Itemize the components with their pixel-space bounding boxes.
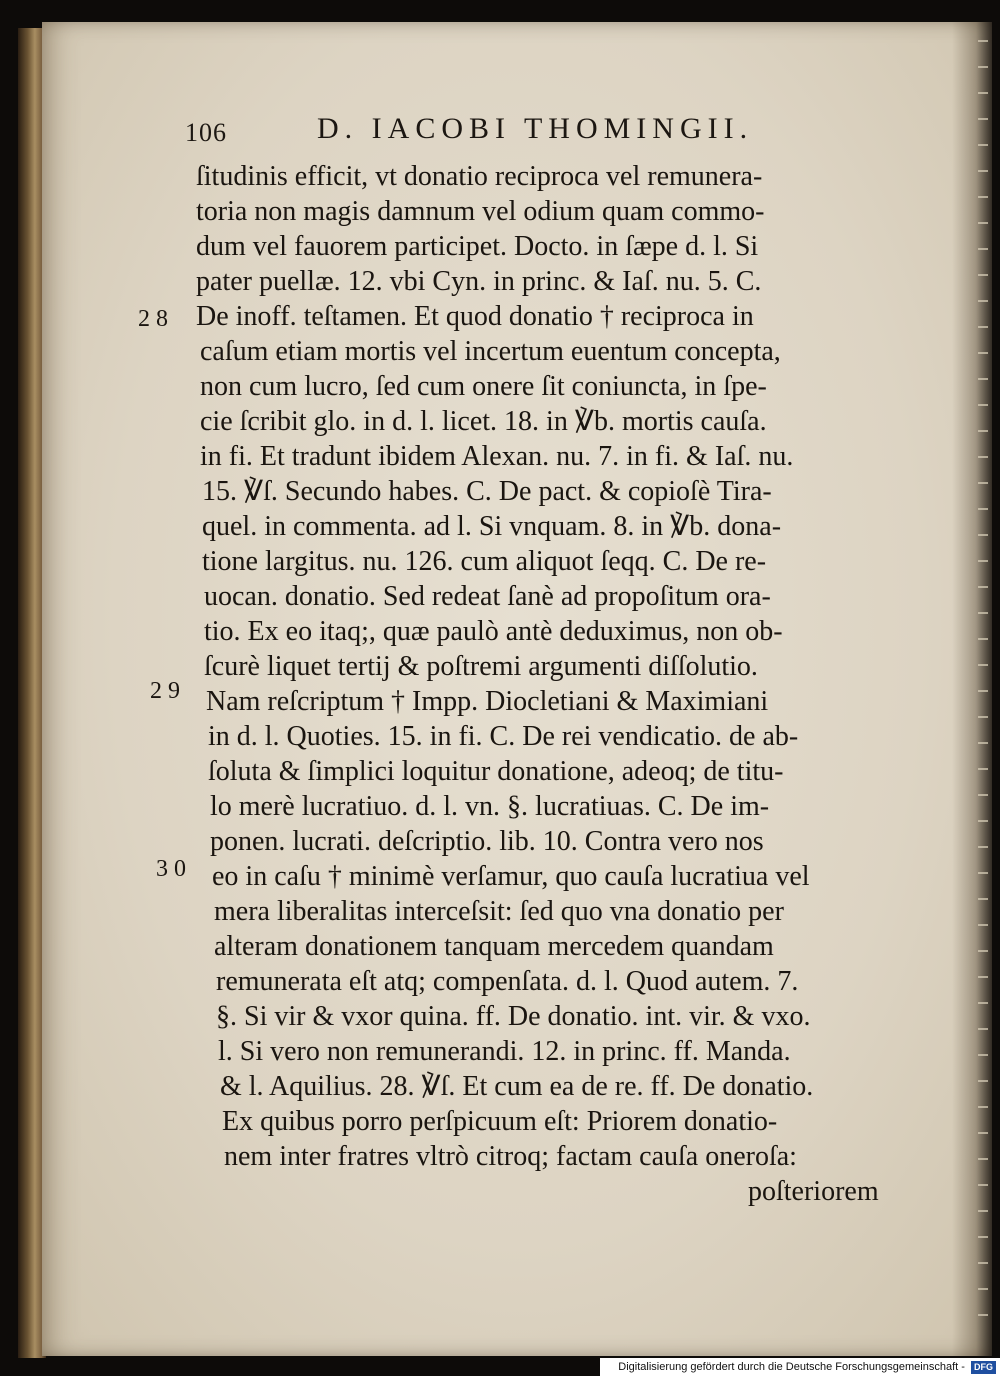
dfg-logo: DFG [971, 1361, 996, 1374]
text-line: 15. ℣ſ. Secundo habes. C. De pact. & copioſè Tira- [202, 476, 772, 507]
text-line: uocan. donatio. Sed redeat ſanè ad propoſitum ora- [204, 581, 771, 612]
text-line: & l. Aquilius. 28. ℣ſ. Et cum ea de re. ff. De donatio. [220, 1071, 814, 1102]
text-line: tio. Ex eo itaq;, quæ paulò antè deduximus, non ob- [204, 616, 783, 647]
text-line: ſoluta & ſimplici loquitur donatione, adeoq; de titu- [208, 756, 784, 787]
text-line: non cum lucro, ſed cum onere ſit coniuncta, in ſpe- [200, 371, 767, 402]
margin-note-29: 29 [150, 678, 186, 704]
text-line: Nam reſcriptum † Impp. Diocletiani & Maximiani [206, 686, 769, 717]
digitization-credit [600, 1358, 1000, 1376]
page-edge-marks [978, 40, 988, 1340]
text-line: ſitudinis efficit, vt donatio reciproca vel remunera- [196, 161, 763, 192]
text-line: eo in caſu † minimè verſamur, quo cauſa lucratiua vel [212, 861, 810, 892]
catchword: poſteriorem [748, 1176, 879, 1207]
text-line: quel. in commenta. ad l. Si vnquam. 8. in ℣b. dona- [202, 511, 782, 542]
text-line: dum vel fauorem participet. Docto. in ſæpe d. l. Si [196, 231, 759, 262]
text-line: pater puellæ. 12. vbi Cyn. in princ. & Iaſ. nu. 5. C. [196, 266, 762, 297]
text-line: lo merè lucratiuo. d. l. vn. §. lucratiuas. C. De im- [210, 791, 770, 822]
text-line: ponen. lucrati. deſcriptio. lib. 10. Contra vero nos [210, 826, 764, 857]
text-line: in fi. Et tradunt ibidem Alexan. nu. 7. in fi. & Iaſ. nu. [200, 441, 794, 472]
text-line: mera liberalitas interceſsit: ſed quo vna donatio per [214, 896, 784, 927]
text-line: in d. l. Quoties. 15. in fi. C. De rei vendicatio. de ab- [208, 721, 799, 752]
text-line: toria non magis damnum vel odium quam commo- [196, 196, 765, 227]
text-line: ſcurè liquet tertij & poſtremi argumenti diſſolutio. [204, 651, 758, 682]
text-line: §. Si vir & vxor quina. ff. De donatio. int. vir. & vxo. [216, 1001, 811, 1032]
margin-note-28: 28 [138, 306, 174, 332]
text-line: tione largitus. nu. 126. cum aliquot ſeqq. C. De re- [202, 546, 767, 577]
text-line: caſum etiam mortis vel incertum euentum concepta, [200, 336, 781, 367]
text-line: De inoff. teſtamen. Et quod donatio † reciproca in [196, 301, 754, 332]
page-number: 106 [185, 118, 227, 147]
text-line: nem inter fratres vltrò citroq; factam cauſa oneroſa: [224, 1141, 797, 1172]
credit-text: Digitalisierung gefördert durch die Deutsche Forschungsgemeinschaft - [618, 1361, 965, 1373]
text-line: Ex quibus porro perſpicuum eſt: Priorem donatio- [222, 1106, 778, 1137]
running-head-title: D. IACOBI THOMINGII. [317, 112, 754, 145]
running-head [185, 112, 845, 152]
margin-note-30: 30 [156, 856, 192, 882]
text-line: remunerata eſt atq; compenſata. d. l. Quod autem. 7. [216, 966, 799, 997]
text-line: cie ſcribit glo. in d. l. licet. 18. in ℣b. mortis cauſa. [200, 406, 767, 437]
text-line: l. Si vero non remunerandi. 12. in princ. ff. Manda. [218, 1036, 791, 1067]
text-line: alteram donationem tanquam mercedem quandam [214, 931, 774, 962]
